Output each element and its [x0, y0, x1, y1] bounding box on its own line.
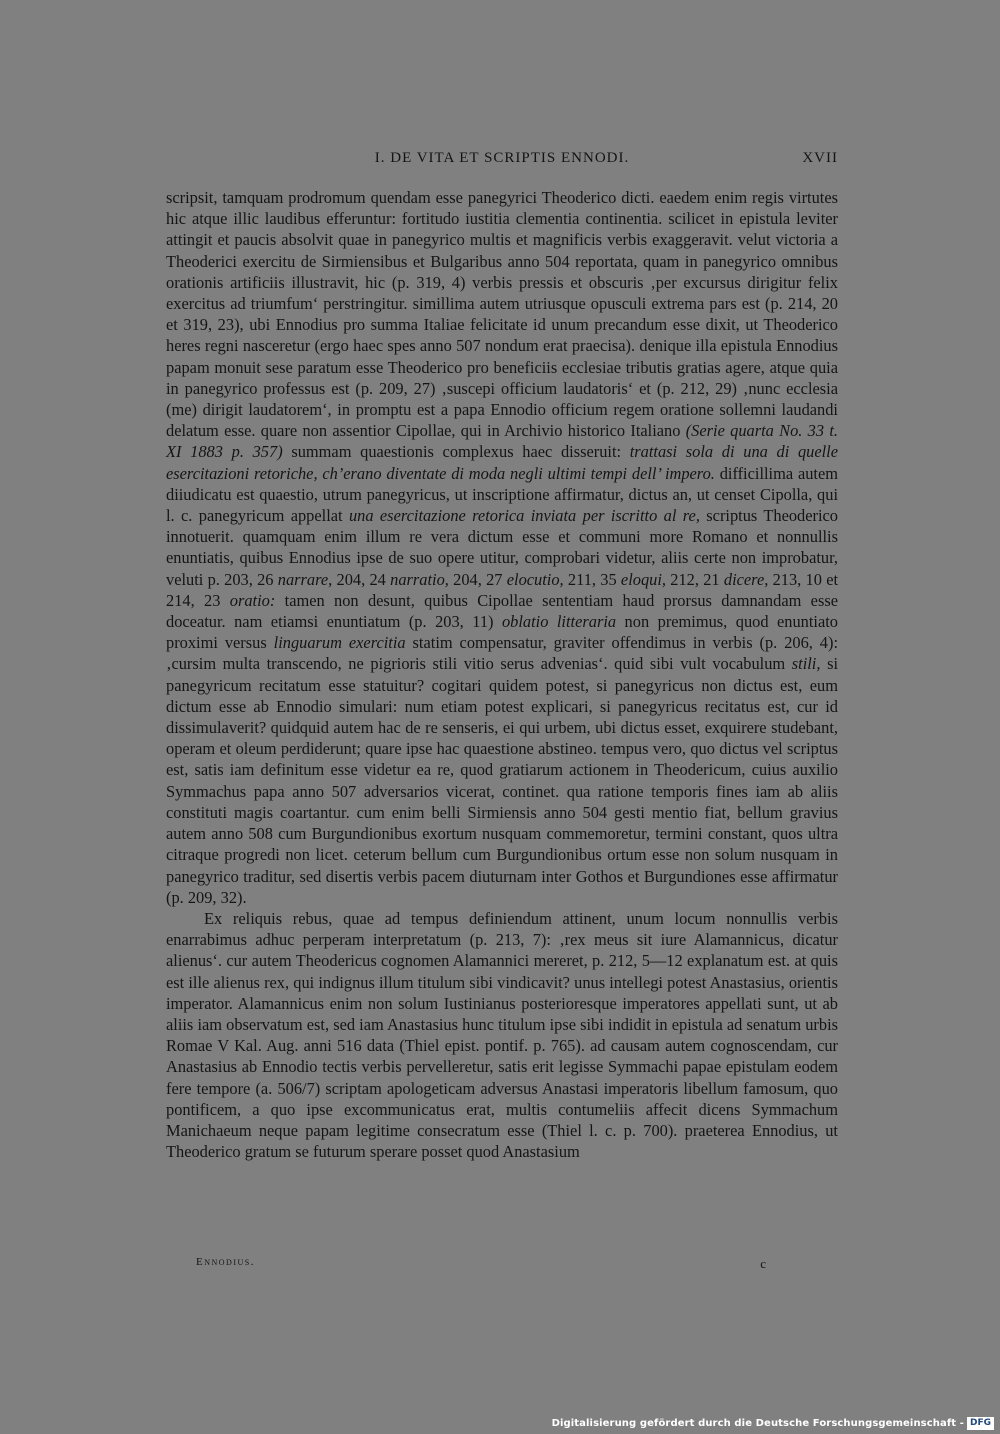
italic-text: linguarum exercitia	[273, 633, 406, 653]
paragraph	[166, 908, 838, 1162]
text-run: si panegyricum recitatum esse statuitur? cogitari quidem potest, si panegyricus non dictus est, eum dictum esse ab Ennodio simulari: num etiam potest explicari, si panegyricus recitatus est, cur id dissimulaverit? quidquid autem hac de re senseris, ei qui urbem, ubi dictus esset, exquirere studebant, operam et oleum perdiderunt; quare ipse hac quaestione abstineo. tempus vero, quo dictus vel scriptus est, satis iam definitum esse videtur ea re, quod gratiarum actionem in Theodericum, cuius auxilio Symmachus papa anno 507 adversarios vicerat, continet. qua ratione temporis fines iam ab aliis constituti magis coartantur. cum enim belli Sirmiensis anno 504 gesti mentio fiat, bellum gravius autem anno 508 cum Burgundionibus exortum nusquam commemoretur, termini constant, quos ultra citraque progredi non licet. ceterum bellum cum Burgundionibus ortum esse non solum nusquam in panegyrico traditur, sed disertis verbis pacem diuturnam inter Gothos et Burgundiones esse affirmatur (p. 209, 32).	[166, 654, 839, 907]
italic-text: elocutio,	[506, 569, 564, 589]
text-run: 212, 21	[666, 569, 724, 589]
italic-text: eloqui,	[620, 569, 666, 589]
text-run: summam quaestionis complexus haec disseruit:	[282, 442, 630, 462]
page-footer	[166, 1256, 838, 1276]
italic-text: trattasi sola di una di quelle esercitazioni retoriche, ch’erano diventate di moda negli ultimi tempi dell’ impero.	[166, 442, 838, 483]
body-text	[166, 187, 838, 1162]
text-run: non premimus, quod enuntiato proximi versus	[166, 612, 839, 653]
text-run: tamen non desunt, quibus Cipollae sententiam haud prorsus damnandam esse doceatur. nam etiamsi enuntiatum (p. 203, 11)	[166, 590, 838, 632]
dfg-logo: DFG	[967, 1417, 994, 1430]
italic-text: dicere,	[723, 569, 769, 589]
credit-text: Digitalisierung gefördert durch die Deutsche Forschungsgemeinschaft -	[551, 1418, 964, 1429]
italic-text: oratio:	[229, 590, 276, 610]
text-run: 211, 35	[563, 569, 621, 589]
paragraph	[166, 187, 838, 908]
text-run: difficillima autem diiudicatu est quaestio, utrum panegyricus, ut inscriptione affirmatur, dictus an, ut censet Cipolla, qui l. c. panegyricum appellat	[166, 463, 838, 526]
italic-text: stili,	[791, 654, 821, 674]
page-number: XVII	[802, 150, 838, 166]
page-header	[166, 150, 838, 176]
text-run: statim compensatur, graviter offendimus in verbis (p. 206, 4): ‚cursim multa transcendo, ne pigrioris stili vitio serus advenias‘. quid sibi vult vocabulum	[166, 633, 839, 674]
author-signature: Ennodius.	[196, 1256, 255, 1268]
italic-text: (Serie quarta No. 33 t. XI 1883 p. 357)	[166, 421, 838, 462]
italic-text: narrare,	[277, 569, 333, 589]
text-run: 213, 10 et 214, 23	[166, 569, 839, 610]
text-run: scriptus Theoderico innotuerit. quamquam enim illum re vera dictum esse et communi more Romano et nonnullis enuntiatis, quibus Ennodius ipse de suo opere utitur, comprobari videtur, aliis certe non improbatur, veluti p. 203, 26	[166, 506, 838, 589]
text-run: 204, 27	[448, 569, 507, 589]
italic-text: narratio,	[390, 569, 449, 589]
italic-text: oblatio litteraria	[501, 612, 617, 632]
running-title: I. DE VITA ET SCRIPTIS ENNODI.	[374, 150, 630, 166]
text-run: scripsit, tamquam prodromum quendam esse panegyrici Theoderico dicti. eaedem enim regis virtutes hic atque illic laudibus efferuntur: fortitudo iustitia clementia continentia. scilicet in epistula leviter attingit et paucis absolvit quae in panegyrico multis et magnificis verbis exaggeravit. velut victoria a Theoderici exercitu de Sirmiensibus et Bulgaribus anno 504 reportata, quam in panegyrico omnibus orationis artificiis illustravit, hic (p. 319, 4) verbis pressis et obscuris ‚per excursus dirigitur felix exercitus ad triumfum‘ perstringitur. simillima autem utriusque opusculi extrema pars est (p. 214, 20 et 319, 23), ubi Ennodius pro summa Italiae felicitate id unum precandum esse dixit, ut Theoderico heres regni nasceretur (ergo haec spes anno 507 nondum erat praecisa). denique illa epistula Ennodius papam monuit sese paratum esse Theoderico pro beneficiis ecclesiae tributis gratias agere, atque quia in panegyrico professus est (p. 209, 27) ‚suscepi officium laudatoris‘ et (p. 212, 29) ‚nunc ecclesia (me) dirigit laudatorem‘, in promptu est a papa Ennodio officium regem oratione sollemni laudandi delatum esse. quare non assentior Cipollae, qui in Archivio historico Italiano	[166, 188, 838, 441]
text-run: Ex reliquis rebus, quae ad tempus definiendum attinent, unum locum nonnullis verbis enarrabimus adhuc perperam interpretatum (p. 213, 7): ‚rex meus sit iure Alamannicus, dicatur alienus‘. cur autem Theodericus cognomen Alamannici mereret, p. 212, 5—12 explanatum est. at quis est ille alienus rex, qui indignus illum titulum sibi vindicavit? unus intellegi potest Anastasius, orientis imperator. Alamannicus enim non solum Iustinianus posterioresque imperatores appellati sunt, ut ab aliis iam observatum est, sed iam Anastasius hunc titulum ipse sibi indidit in epistula ad senatum urbis Romae V Kal. Aug. anni 516 data (Thiel epist. pontif. p. 765). ad causam autem cognoscendam, cur Anastasius ab Ennodio tectis verbis pervelleretur, satis erit legisse Symmachi papae epistulam eodem fere tempore (a. 506/7) scriptam apologeticam adversus Anastasi imperatoris libellum famosum, quo pontificem, a quo ipse excommunicatus erat, multis contumeliis affecit dicens Symmachum Manichaeum neque papam legitime consecratum esse (Thiel l. c. p. 700). praeterea Ennodius, ut Theoderico gratum se futurum sperare posset quod Anastasium	[166, 908, 838, 1162]
italic-text: una esercitazione retorica inviata per iscritto al re,	[348, 506, 700, 526]
signature-mark: c	[760, 1256, 766, 1271]
digitization-credit	[552, 1416, 994, 1431]
text-run: 204, 24	[332, 569, 391, 589]
